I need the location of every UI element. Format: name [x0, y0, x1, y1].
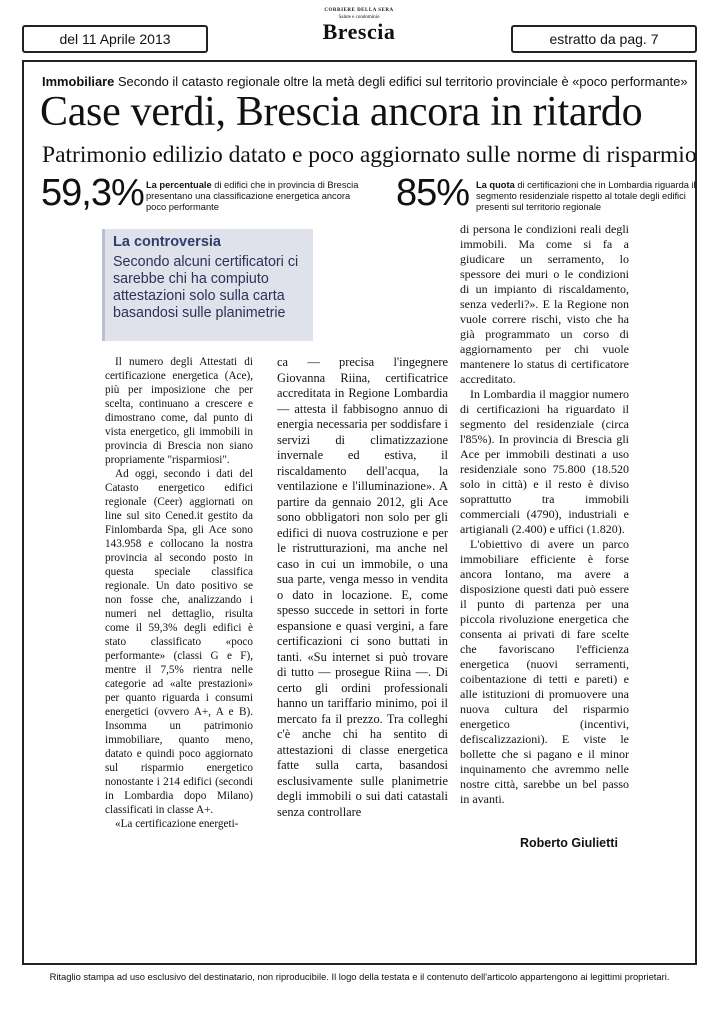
stat-percentage-caption — [146, 180, 366, 213]
article-author: Roberto Giulietti — [520, 836, 618, 850]
paragraph: In Lombardia il maggior numero di certificazioni ha riguardato il segmento del residenziale (circa l'85%). In provincia di Brescia gli Ace per immobili destinati a uso residenziale sono 75.800 (18.520 solo in città) e il resto è diviso soprattutto tra immobili commerciali (4790), industriali e artigianali (2.400) e uffici (1.820). — [460, 387, 629, 536]
kicker-text: Secondo il catasto regionale oltre la metà degli edifici sul territorio provinciale è «poco performante» — [117, 74, 688, 89]
masthead-supplement: Salute e condominio — [338, 15, 380, 20]
article-headline: Case verdi, Brescia ancora in ritardo — [40, 89, 643, 135]
article-column-3 — [460, 222, 629, 807]
stat1-caption-text: di edifici che in provincia di Brescia presentano una classificazione energetica ancora poco performante — [146, 180, 359, 212]
article-kicker — [42, 74, 692, 89]
paragraph: Il numero degli Attestati di certificazione energetica (Ace), più per imposizione che per scelta, continuano a crescere e dimostrano come, dal punto di vista energetico, gli immobili in provincia di Brescia non siano propriamente "risparmiosi". — [105, 356, 253, 466]
paragraph: ca — precisa l'ingegnere Giovanna Riina, certificatrice accreditata in Regione Lombardia — attesta il fabbisogno annuo di energia necessaria per soddisfare i servizi di climatizzazione invernale ed estiva, il riscaldamento dell'acqua, la ventilazione e l'illuminazione». A partire da gennaio 2012, gli Ace sono obbligatori non solo per gli edifici di nuova costruzione e per le ristrutturazioni, ma anche nel caso in cui un immobile, o una sua parte, venga messo in vendita o dato in locazione. E, come spesso succede in settori in forte espansione e quasi vergini, a fare certificazioni ci sono buttati in tanti. «Su internet si può trovare di tutto — prosegue Riina —. Di certo gli ordini professionali hanno un tariffario minimo, poi il mercato fa il prezzo. Tra colleghi c'è anche chi ha sentito di attestazioni di classe energetica fatte sulla carta, basandosi esclusivamente sulle planimetrie degli immobili o sui dati catastali senza controllare — [277, 355, 448, 819]
stat-quota-caption — [476, 180, 698, 213]
paragraph: Ad oggi, secondo i dati del Catasto energetico edifici regionale (Ceer) aggiornati on line sul sito Cened.it gestito da Finlombarda Spa, gli Ace sono 143.958 e collocano la nostra provincia al secondo posto in questa speciale classifica regionale. Un dato positivo se non fosse che, analizzando i numeri nel dettaglio, risulta come il 59,3% degli edifici è stato classificato «poco performante» (classi G e F), mentre il 7,5% rientra nelle categorie ad «alte prestazioni» per quanto riguarda i consumi energetici (ovvero A+, A e B). Insomma un patrimonio immobiliare, quanto meno, datato e quindi poco aggiornato sul risparmio energetico nonostante i 214 edifici (secondi in Lombardia dopo Milano) classificati in classe A+. — [105, 468, 253, 816]
masthead-newspaper-name: CORRIERE DELLA SERA — [324, 8, 394, 13]
date-label-box — [22, 25, 208, 53]
controversy-box — [102, 229, 313, 341]
article-subhead: Patrimonio edilizio datato e poco aggiornato sulle norme di risparmio — [42, 142, 697, 168]
controversy-title: La controversia — [113, 234, 221, 250]
stat-percentage-buildings: 59,3% — [41, 172, 144, 214]
paragraph: «La certificazione energeti- — [115, 818, 239, 830]
paragraph: di persona le condizioni reali degli immobili. Ma come si fa a giudicare un serramento, lo spessore dei muri o le condizioni di un impianto di riscaldamento, senza vederli?». E la Regione non vuole correre rischi, visto che ha già programmato un corso di aggiornamento per chi vuole mantenere lo status di certificatore accreditato. — [460, 222, 629, 386]
kicker-section: Immobiliare — [42, 74, 115, 89]
footer-disclaimer: Ritaglio stampa ad uso esclusivo del destinatario, non riproducibile. Il logo della testata e il contenuto dell'articolo appartengono ai legittimi proprietari. — [49, 971, 670, 982]
masthead-city: Brescia — [322, 19, 396, 44]
stat2-caption-bold: La quota — [476, 180, 515, 190]
paragraph: L'obiettivo di avere un parco immobiliare efficiente è forse ancora lontano, ma avere a disposizione questi dati può essere il punto di partenza per una piccola rivoluzione energetica che consenta ai privati di fare scelte che favoriscano l'efficienza energetica (nuovi serramenti, coibentazione di tetti e pareti) e alle istituzioni di promuovere una nuova cultura del risparmio energetico (incentivi, defiscalizzazioni). E viste le bollette che si pagano e il minor inquinamento che avremmo nelle nostre città, sarebbe un bel passo in avanti. — [460, 537, 629, 806]
stat2-caption-text: di certificazioni che in Lombardia riguarda il segmento residenziale rispetto al totale degli edifici presenti sul territorio regionale — [476, 180, 696, 212]
stat-quota-residential: 85% — [396, 172, 470, 214]
newspaper-masthead — [300, 8, 418, 43]
article-column-2 — [277, 355, 448, 820]
page-label: estratto da pag. 7 — [549, 31, 659, 47]
date-label: del 11 Aprile 2013 — [59, 31, 171, 47]
page-label-box — [511, 25, 697, 53]
stat1-caption-bold: La percentuale — [146, 180, 212, 190]
article-column-1 — [105, 355, 253, 831]
controversy-body: Secondo alcuni certificatori ci sarebbe chi ha compiuto attestazioni solo sulla carta basandosi sulle planimetrie — [113, 254, 299, 321]
